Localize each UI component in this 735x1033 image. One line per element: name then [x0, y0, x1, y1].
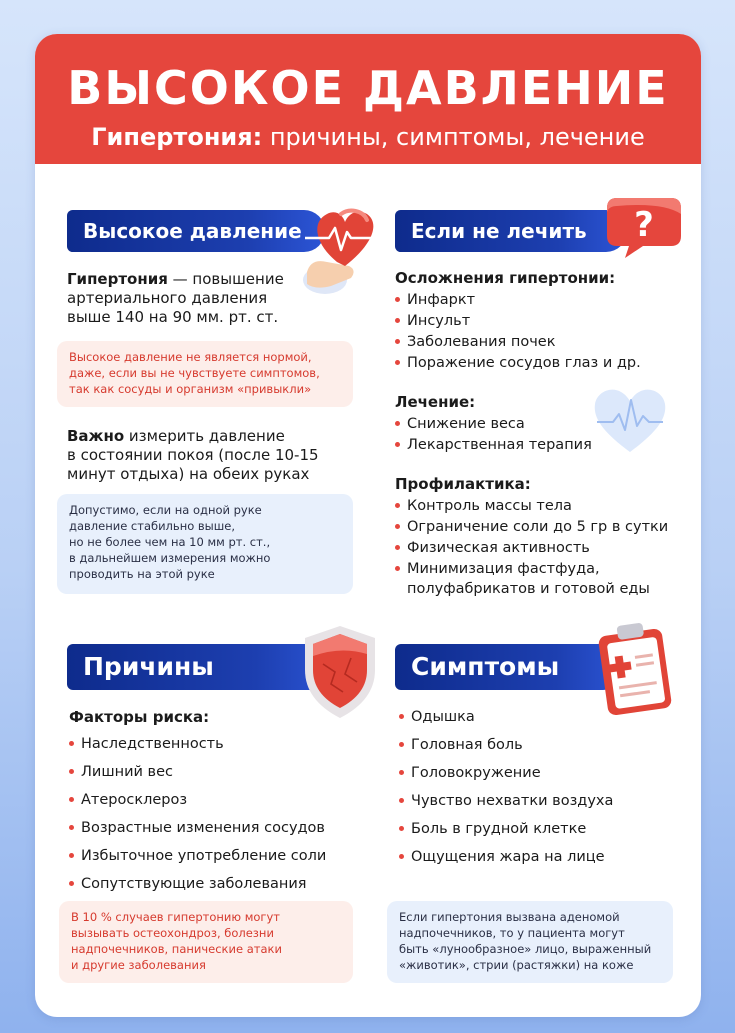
list-item: Наследственность: [69, 730, 326, 758]
definition-text: [67, 270, 327, 327]
list-item: Головная боль: [399, 731, 613, 759]
complications-list: [395, 290, 641, 374]
clipboard-medical-icon: [595, 620, 681, 716]
list-item: Лишний вес: [69, 758, 326, 786]
list-item: Контроль массы тела: [395, 496, 668, 517]
list-item: Сопутствующие заболевания: [69, 870, 326, 898]
section-heading-high-pressure: Высокое давление: [67, 210, 325, 252]
svg-text:?: ?: [634, 205, 654, 245]
definition-line-2: артериального давления: [67, 289, 268, 307]
note-line: надпочечников, то у пациента могут: [399, 926, 625, 940]
section-heading-untreated: Если не лечить: [395, 210, 627, 252]
treatment-list: [395, 414, 592, 456]
note-line: Если гипертония вызвана аденомой: [399, 910, 620, 924]
list-item: Инфаркт: [395, 290, 641, 311]
note-line: вызывать остеохондроз, болезни: [71, 926, 274, 940]
list-item: Возрастные изменения сосудов: [69, 814, 326, 842]
important-line-1: измерить давление: [124, 427, 285, 445]
section-heading-symptoms: Симптомы: [395, 644, 625, 690]
note-line: В 10 % случаев гипертонию могут: [71, 910, 280, 924]
note-line: Допустимо, если на одной руке: [69, 503, 262, 517]
list-item: Ограничение соли до 5 гр в сутки: [395, 517, 668, 538]
list-item: Заболевания почек: [395, 332, 641, 353]
definition-term: Гипертония: [67, 270, 168, 288]
note-line: в дальнейшем измерения можно: [69, 551, 271, 565]
note-adenoma: [387, 901, 673, 983]
prevention-continuation: полуфабрикатов и готовой еды: [407, 581, 650, 597]
note-other-causes: [59, 901, 353, 983]
list-item: Одышка: [399, 703, 613, 731]
poster-card: [35, 34, 701, 1017]
list-item: Снижение веса: [395, 414, 592, 435]
question-bubble-icon: [603, 192, 685, 262]
subtitle-bold: Гипертония:: [91, 123, 263, 151]
note-line: «животик», стрии (растяжки) на коже: [399, 958, 634, 972]
shield-icon: [301, 624, 379, 720]
definition-line-3: выше 140 на 90 мм. рт. ст.: [67, 308, 279, 326]
note-line: и другие заболевания: [71, 958, 206, 972]
list-item: Лекарственная терапия: [395, 435, 592, 456]
header-banner: [35, 34, 701, 164]
list-item: Чувство нехватки воздуха: [399, 787, 613, 815]
section-heading-causes: Причины: [67, 644, 337, 690]
note-line: так как сосуды и организм «привыкли»: [69, 382, 312, 396]
symptoms-list: [399, 703, 613, 871]
page-title: ВЫСОКОЕ ДАВЛЕНИЕ: [67, 61, 669, 115]
list-item: Физическая активность: [395, 538, 668, 559]
note-line: давление стабильно выше,: [69, 519, 236, 533]
important-text: [67, 427, 337, 484]
list-item: Боль в грудной клетке: [399, 815, 613, 843]
prevention-list: [395, 496, 668, 580]
definition-line-1: — повышение: [167, 270, 284, 288]
note-line: но не более чем на 10 мм рт. ст.,: [69, 535, 271, 549]
page-subtitle: [35, 122, 701, 152]
list-item: Поражение сосудов глаз и др.: [395, 353, 641, 374]
list-item: Ощущения жара на лице: [399, 843, 613, 871]
subtitle-rest: причины, симптомы, лечение: [262, 123, 645, 151]
prevention-title: Профилактика:: [395, 475, 531, 493]
list-item: Головокружение: [399, 759, 613, 787]
note-line: надпочечников, панические атаки: [71, 942, 282, 956]
note-not-normal: [57, 341, 353, 407]
important-line-2: в состоянии покоя (после 10-15: [67, 446, 319, 464]
note-arm-difference: [57, 494, 353, 594]
note-line: быть «лунообразное» лицо, выраженный: [399, 942, 652, 956]
treatment-title: Лечение:: [395, 393, 476, 411]
important-term: Важно: [67, 427, 125, 445]
complications-title: Осложнения гипертонии:: [395, 269, 616, 287]
risk-factors-title: Факторы риска:: [69, 708, 210, 726]
risk-factors-list: [69, 730, 326, 898]
note-line: проводить на этой руке: [69, 567, 215, 581]
note-line: даже, если вы не чувствуете симптомов,: [69, 366, 320, 380]
list-item: Атеросклероз: [69, 786, 326, 814]
list-item: Минимизация фастфуда,: [395, 559, 668, 580]
heart-pulse-icon: [591, 386, 669, 456]
important-line-3: минут отдыха) на обеих руках: [67, 465, 310, 483]
list-item: Избыточное употребление соли: [69, 842, 326, 870]
list-item: Инсульт: [395, 311, 641, 332]
note-line: Высокое давление не является нормой,: [69, 350, 312, 364]
